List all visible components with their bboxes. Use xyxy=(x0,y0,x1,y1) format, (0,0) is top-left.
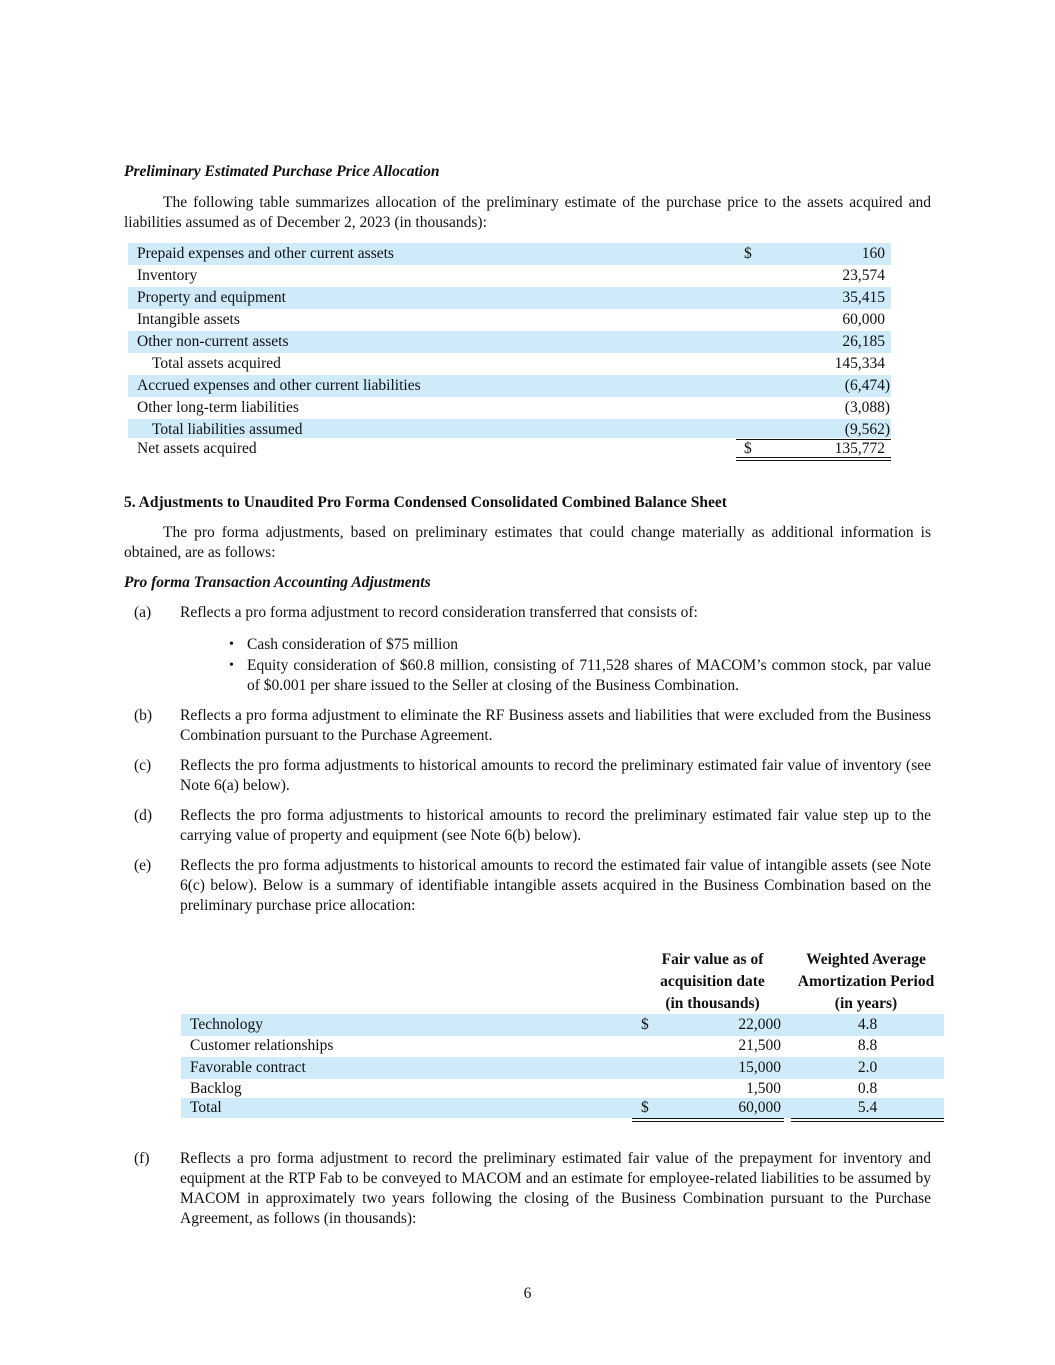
adjustment-item-text: Reflects the pro forma adjustments to historical amounts to record the preliminary estimated fair value of inventory (see Note 6(a) below). xyxy=(180,757,931,794)
table-row xyxy=(128,353,891,375)
row-value: 21,500 xyxy=(738,1037,781,1054)
row-label: Technology xyxy=(190,1016,263,1033)
column-header-amortization-period: Weighted Average Amortization Period (in years) xyxy=(797,951,935,1012)
item-marker: (e) xyxy=(134,857,152,874)
adjustment-item-text: Reflects a pro forma adjustment to record the preliminary estimated fair value of the prepayment for inventory and equipment at the RTP Fab to be conveyed to MACOM and an estimate for employee-related liabilities to be assumed by MACOM in approximately two years following the closing of the Business Combination pursuant to the Purchase Agreement, as follows (in thousands): xyxy=(180,1150,931,1227)
row-label: Total liabilities assumed xyxy=(152,421,303,438)
ppa-intro-paragraph: The following table summarizes allocation of the preliminary estimate of the purchase price to the assets acquired and liabilities assumed as of December 2, 2023 (in thousands): xyxy=(124,194,931,231)
row-value: 145,334 xyxy=(834,355,885,372)
row-value: (3,088) xyxy=(844,399,890,416)
row-label: Accrued expenses and other current liabilities xyxy=(137,377,421,394)
item-marker: (d) xyxy=(134,807,153,824)
row-label: Backlog xyxy=(190,1080,242,1097)
row-period: 2.0 xyxy=(857,1059,878,1076)
adjustment-item-text: Reflects a pro forma adjustment to eliminate the RF Business assets and liabilities that were excluded from the Business Combination pursuant to the Purchase Agreement. xyxy=(180,707,931,744)
table-row xyxy=(128,419,891,438)
row-period: 0.8 xyxy=(857,1080,878,1097)
row-label: Prepaid expenses and other current assets xyxy=(137,245,394,262)
row-value: 60,000 xyxy=(738,1099,781,1116)
row-value: 26,185 xyxy=(842,333,885,350)
row-label: Intangible assets xyxy=(137,311,240,328)
row-period: 4.8 xyxy=(857,1016,878,1033)
row-label: Inventory xyxy=(137,267,198,284)
total-double-rule xyxy=(632,1118,784,1122)
section-heading-adjustments: 5. Adjustments to Unaudited Pro Forma Condensed Consolidated Combined Balance Sheet xyxy=(124,494,727,511)
adjustment-item-text: Reflects a pro forma adjustment to record consideration transferred that consists of: xyxy=(180,604,698,621)
total-double-rule xyxy=(791,1118,944,1122)
currency-symbol: $ xyxy=(744,440,752,457)
row-value: (6,474) xyxy=(844,377,890,394)
item-marker: (c) xyxy=(134,757,152,774)
table-row xyxy=(128,331,891,353)
bullet-dot: • xyxy=(229,658,234,673)
column-header-fair-value: Fair value as of acquisition date (in thousands) xyxy=(660,951,765,1012)
item-marker: (a) xyxy=(134,604,152,621)
row-label: Favorable contract xyxy=(190,1059,306,1076)
table-row xyxy=(128,243,891,265)
row-value: 160 xyxy=(861,245,885,262)
bullet-item-text: Equity consideration of $60.8 million, consisting of 711,528 shares of MACOM’s common stock, par value of $0.001 per share issued to the Seller at closing of the Business Combination. xyxy=(247,657,931,694)
page-number: 6 xyxy=(523,1285,532,1302)
bullet-item-text: Cash consideration of $75 million xyxy=(247,636,458,653)
subheading-transaction-adjustments: Pro forma Transaction Accounting Adjustments xyxy=(124,574,431,591)
currency-symbol: $ xyxy=(744,245,752,262)
row-label: Total assets acquired xyxy=(152,355,281,372)
table-row xyxy=(181,1078,944,1098)
table-row xyxy=(128,375,891,397)
section-heading-ppa: Preliminary Estimated Purchase Price Allocation xyxy=(124,163,440,180)
row-label: Total xyxy=(190,1099,222,1116)
row-label: Property and equipment xyxy=(137,289,286,306)
table-row xyxy=(181,1035,944,1057)
currency-symbol: $ xyxy=(641,1016,649,1033)
row-value: 22,000 xyxy=(738,1016,781,1033)
row-label: Other non-current assets xyxy=(137,333,289,350)
row-value: 35,415 xyxy=(842,289,885,306)
table-row xyxy=(128,287,891,309)
table-row xyxy=(181,1014,944,1036)
table-row xyxy=(181,1057,944,1079)
item-marker: (b) xyxy=(134,707,153,724)
row-label: Net assets acquired xyxy=(137,440,257,457)
item-marker: (f) xyxy=(134,1150,150,1167)
table-row xyxy=(128,265,891,287)
row-period: 5.4 xyxy=(857,1099,878,1116)
row-label: Other long-term liabilities xyxy=(137,399,299,416)
row-value: 135,772 xyxy=(834,440,885,457)
adjustment-item-text: Reflects the pro forma adjustments to historical amounts to record the estimated fair value of intangible assets (see Note 6(c) below). Below is a summary of identifiable intangible assets acquired in the Business Combination based on the preliminary purchase price allocation: xyxy=(180,857,931,914)
row-period: 8.8 xyxy=(857,1037,878,1054)
row-value: (9,562) xyxy=(844,421,890,438)
row-label: Customer relationships xyxy=(190,1037,334,1054)
currency-symbol: $ xyxy=(641,1099,649,1116)
row-value: 60,000 xyxy=(842,311,885,328)
row-value: 1,500 xyxy=(746,1080,781,1097)
bullet-dot: • xyxy=(229,637,234,652)
table-row xyxy=(181,1098,944,1118)
table-row xyxy=(128,397,891,419)
adjustments-intro-paragraph: The pro forma adjustments, based on preliminary estimates that could change materially as additional information is obtained, are as follows: xyxy=(124,524,931,561)
row-value: 23,574 xyxy=(842,267,885,284)
table-row xyxy=(128,309,891,331)
total-double-rule xyxy=(736,457,891,461)
row-value: 15,000 xyxy=(738,1059,781,1076)
adjustment-item-text: Reflects the pro forma adjustments to historical amounts to record the preliminary estimated fair value step up to the carrying value of property and equipment (see Note 6(b) below). xyxy=(180,807,931,844)
